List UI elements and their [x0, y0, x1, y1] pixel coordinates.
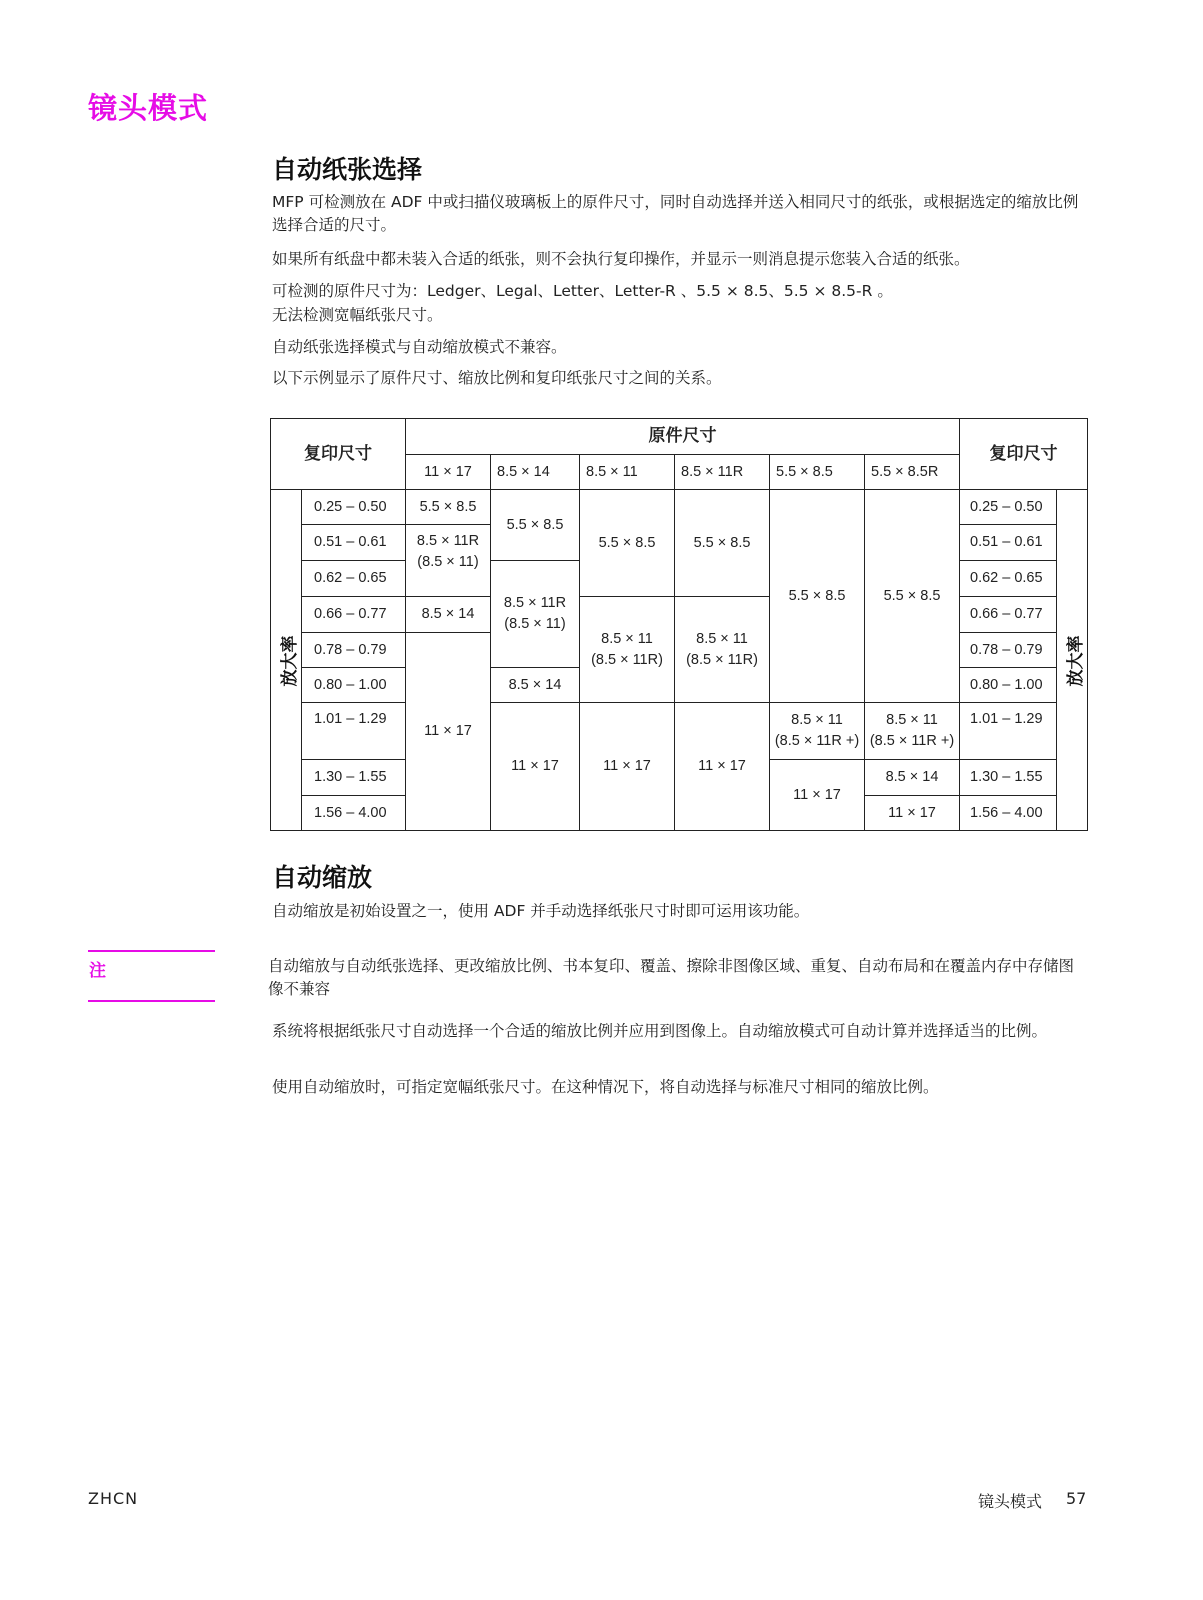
original-size-header: 5.5 × 8.5R [864, 454, 960, 490]
copy-size-cell: 11 × 17 [579, 702, 675, 831]
ratio-right: 0.62 – 0.65 [959, 560, 1057, 597]
paragraph: 系统将根据纸张尺寸自动选择一个合适的缩放比例并应用到图像上。自动缩放模式可自动计算并选择适当的比例。 [272, 1022, 1048, 1040]
original-size-header: 5.5 × 8.5 [769, 454, 865, 490]
paragraph: 以下示例显示了原件尺寸、缩放比例和复印纸张尺寸之间的关系。 [272, 369, 722, 387]
ratio-left: 1.56 – 4.00 [301, 795, 406, 831]
paragraph: 无法检测宽幅纸张尺寸。 [272, 306, 443, 324]
ratio-left: 0.80 – 1.00 [301, 667, 406, 703]
ratio-left: 0.66 – 0.77 [301, 596, 406, 633]
paragraph: 自动缩放是初始设置之一，使用 ADF 并手动选择纸张尺寸时即可运用该功能。 [272, 902, 810, 920]
copy-size-cell: 8.5 × 11 (8.5 × 11R) [674, 596, 770, 703]
note-label: 注 [89, 961, 106, 981]
footer-locale: ZHCN [88, 1489, 139, 1508]
original-size-header: 8.5 × 14 [490, 454, 580, 490]
ratio-right: 1.01 – 1.29 [959, 702, 1057, 760]
chapter-title: 镜头模式 [88, 91, 209, 125]
paragraph: 可检测的原件尺寸为：Ledger、Legal、Letter、Letter-R 、5.5 × 8.5、5.5 × 8.5-R 。 [272, 282, 893, 300]
ratio-left: 0.78 – 0.79 [301, 632, 406, 668]
header-original-size: 原件尺寸 [405, 418, 960, 455]
ratio-right: 0.25 – 0.50 [959, 489, 1057, 525]
paragraph: MFP 可检测放在 ADF 中或扫描仪玻璃板上的原件尺寸，同时自动选择并送入相同尺寸的纸张，或根据选定的缩放比例选择合适的尺寸。 [272, 193, 1079, 234]
size-ratio-table [270, 418, 1088, 831]
original-size-header: 8.5 × 11 [579, 454, 675, 490]
copy-size-cell: 5.5 × 8.5 [864, 489, 960, 703]
ratio-label-right: 放大率 [1066, 635, 1086, 687]
section-title-auto-paper-select: 自动纸张选择 [272, 155, 423, 184]
ratio-right: 0.80 – 1.00 [959, 667, 1057, 703]
note-rule-top [88, 950, 215, 952]
copy-size-cell: 8.5 × 14 [490, 667, 580, 703]
copy-size-cell: 8.5 × 11R (8.5 × 11) [490, 560, 580, 668]
ratio-right: 1.30 – 1.55 [959, 759, 1057, 796]
copy-size-cell: 5.5 × 8.5 [490, 489, 580, 561]
header-copy-size-right: 复印尺寸 [959, 418, 1088, 490]
paragraph: 如果所有纸盘中都未装入合适的纸张，则不会执行复印操作，并显示一则消息提示您装入合适的纸张。 [272, 250, 970, 268]
copy-size-cell: 8.5 × 11R (8.5 × 11) [405, 524, 491, 597]
copy-size-cell: 8.5 × 11 (8.5 × 11R +) [769, 702, 865, 760]
section-title-auto-zoom: 自动缩放 [272, 863, 373, 892]
copy-size-cell: 11 × 17 [769, 759, 865, 831]
ratio-left: 0.51 – 0.61 [301, 524, 406, 561]
ratio-right: 0.66 – 0.77 [959, 596, 1057, 633]
copy-size-cell: 5.5 × 8.5 [769, 489, 865, 703]
copy-size-cell: 11 × 17 [674, 702, 770, 831]
original-size-header: 8.5 × 11R [674, 454, 770, 490]
ratio-left: 1.30 – 1.55 [301, 759, 406, 796]
copy-size-cell: 8.5 × 11 (8.5 × 11R) [579, 596, 675, 703]
ratio-right: 0.78 – 0.79 [959, 632, 1057, 668]
header-copy-size-left: 复印尺寸 [270, 418, 406, 490]
copy-size-cell: 5.5 × 8.5 [405, 489, 491, 525]
ratio-left: 0.25 – 0.50 [301, 489, 406, 525]
copy-size-cell: 5.5 × 8.5 [579, 489, 675, 597]
ratio-right: 1.56 – 4.00 [959, 795, 1057, 831]
copy-size-cell: 8.5 × 11 (8.5 × 11R +) [864, 702, 960, 760]
ratio-left: 0.62 – 0.65 [301, 560, 406, 597]
paragraph: 自动纸张选择模式与自动缩放模式不兼容。 [272, 338, 567, 356]
paragraph: 使用自动缩放时，可指定宽幅纸张尺寸。在这种情况下，将自动选择与标准尺寸相同的缩放比例。 [272, 1078, 939, 1096]
copy-size-cell: 11 × 17 [490, 702, 580, 831]
ratio-right: 0.51 – 0.61 [959, 524, 1057, 561]
ratio-left: 1.01 – 1.29 [301, 702, 406, 760]
footer-title: 镜头模式 [978, 1492, 1043, 1511]
note-text: 自动缩放与自动纸张选择、更改缩放比例、书本复印、覆盖、擦除非图像区域、重复、自动布局和在覆盖内存中存储图像不兼容 [268, 957, 1075, 998]
copy-size-cell: 8.5 × 14 [405, 596, 491, 633]
ratio-label-left: 放大率 [280, 635, 300, 687]
original-size-header: 11 × 17 [405, 454, 491, 490]
copy-size-cell: 5.5 × 8.5 [674, 489, 770, 597]
copy-size-cell: 8.5 × 14 [864, 759, 960, 796]
note-rule-bottom [88, 1000, 215, 1002]
page-number: 57 [1066, 1489, 1087, 1508]
copy-size-cell: 11 × 17 [864, 795, 960, 831]
copy-size-cell: 11 × 17 [405, 632, 491, 831]
